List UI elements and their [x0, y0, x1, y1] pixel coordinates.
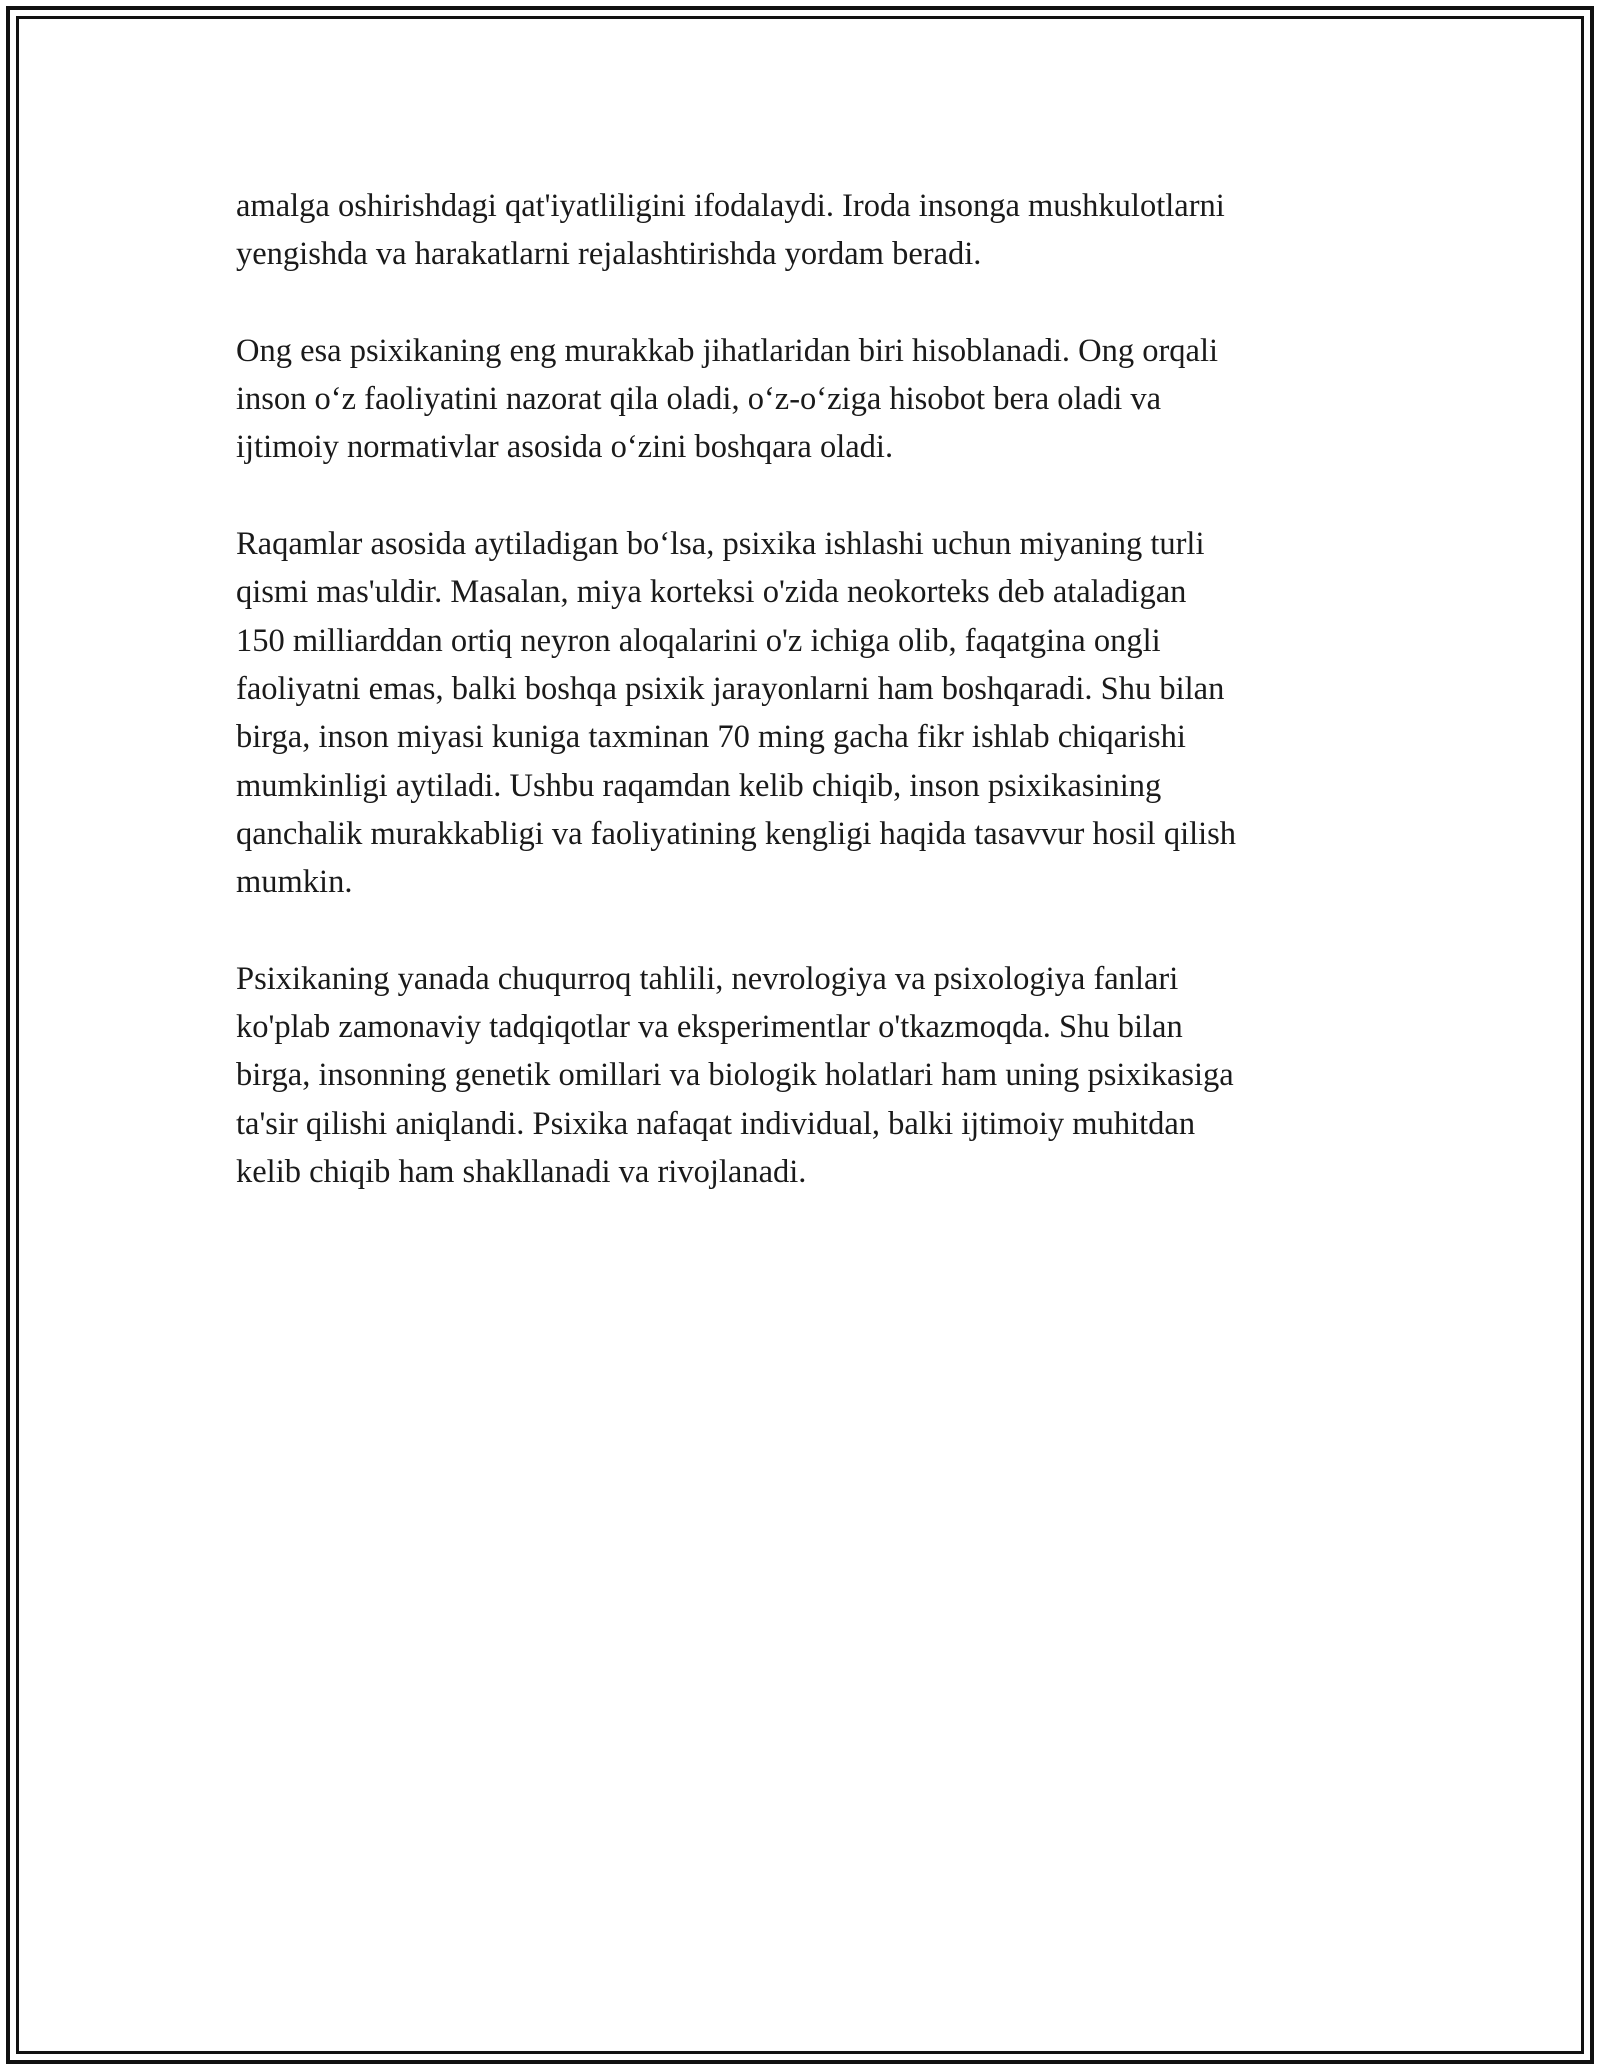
- text-line: qanchalik murakkabligi va faoliyatining kengligi haqida tasavvur hosil qilish: [236, 815, 1237, 852]
- text-line: inson o‘z faoliyatini nazorat qila oladi, o‘z-o‘ziga hisobot bera oladi va: [236, 381, 1162, 418]
- paragraph-consciousness: [236, 327, 1376, 472]
- text-line: Ong esa psixikaning eng murakkab jihatlaridan biri hisoblanadi. Ong orqali: [236, 332, 1218, 369]
- text-line: birga, inson miyasi kuniga taxminan 70 ming gacha fikr ishlab chiqarishi: [236, 719, 1186, 756]
- text-line: Raqamlar asosida aytiladigan bo‘lsa, psixika ishlashi uchun miyaning turli: [236, 526, 1205, 563]
- text-line: ijtimoiy normativlar asosida o‘zini boshqara oladi.: [236, 429, 894, 466]
- text-line: qismi mas'uldir. Masalan, miya korteksi o'zida neokorteks deb ataladigan: [236, 574, 1187, 611]
- text-line: 150 milliarddan ortiq neyron aloqalarini o'z ichiga olib, faqatgina ongli: [236, 622, 1161, 659]
- text-line: ta'sir qilishi aniqlandi. Psixika nafaqat individual, balki ijtimoiy muhitdan: [236, 1105, 1196, 1142]
- text-line: mumkinligi aytiladi. Ushbu raqamdan kelib chiqib, inson psixikasining: [236, 767, 1162, 804]
- text-line: mumkin.: [236, 864, 353, 901]
- paragraph-brain-figures: [236, 520, 1376, 906]
- document-body: [236, 182, 1376, 1245]
- text-line: kelib chiqib ham shakllanadi va rivojlanadi.: [236, 1153, 807, 1190]
- text-line: faoliyatni emas, balki boshqa psixik jarayonlarni ham boshqaradi. Shu bilan: [236, 670, 1225, 707]
- text-line: amalga oshirishdagi qat'iyatliligini ifodalaydi. Iroda insonga mushkulotlarni: [236, 188, 1225, 224]
- text-line: birga, insonning genetik omillari va biologik holatlari ham uning psixikasiga: [236, 1057, 1234, 1094]
- paragraph-willpower: [236, 182, 1376, 279]
- text-line: yengishda va harakatlarni rejalashtirishda yordam beradi.: [236, 236, 982, 273]
- paragraph-research: [236, 955, 1376, 1196]
- text-line: ko'plab zamonaviy tadqiqotlar va eksperimentlar o'tkazmoqda. Shu bilan: [236, 1009, 1183, 1046]
- text-line: Psixikaning yanada chuqurroq tahlili, nevrologiya va psixologiya fanlari: [236, 960, 1179, 997]
